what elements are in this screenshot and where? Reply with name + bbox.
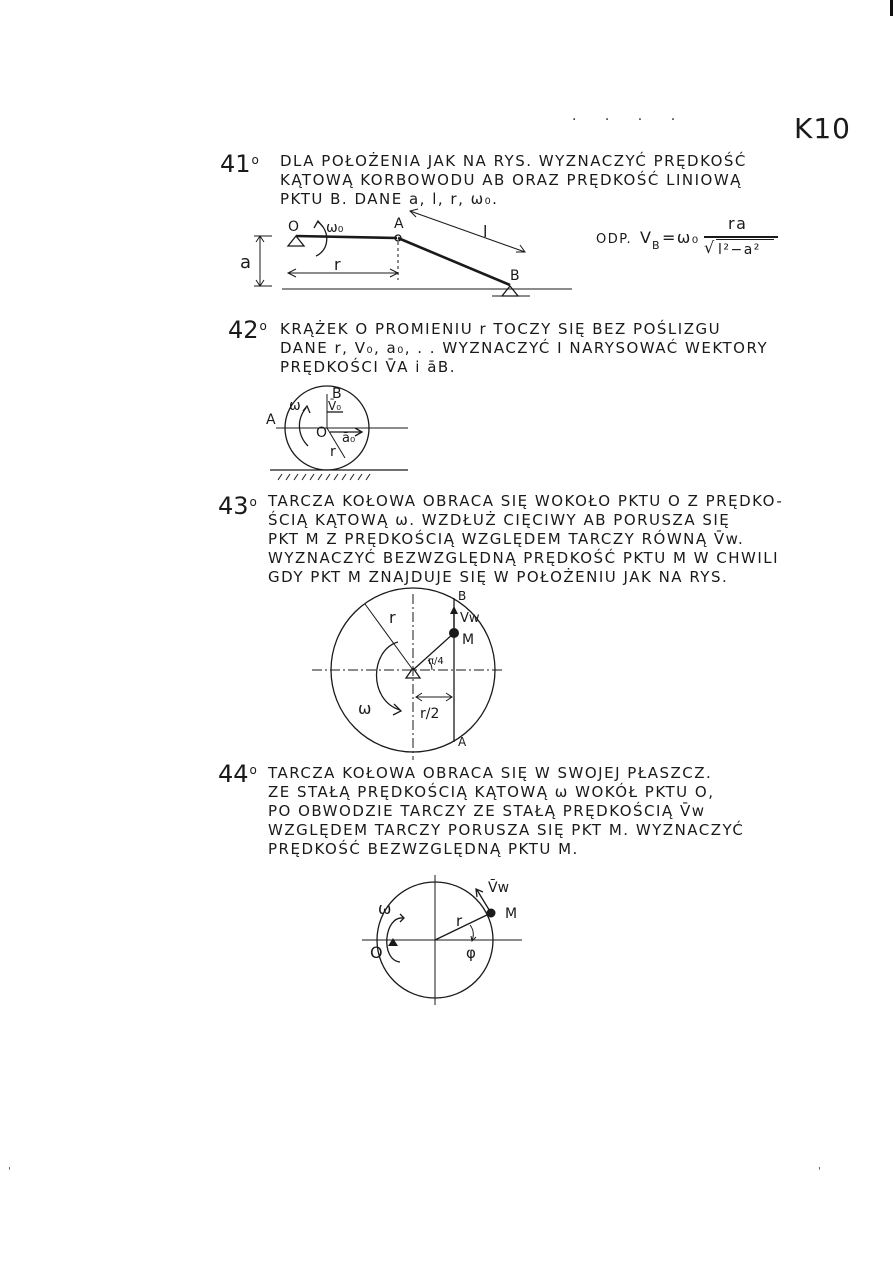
answer-eq: =ω₀	[662, 228, 700, 247]
label-r-42: r	[330, 444, 336, 460]
label-b-point: B	[510, 268, 520, 284]
problem-42-line-3: PRĘDKOŚCI V̄A i āB.	[280, 358, 456, 376]
problem-42-line-1: KRĄŻEK O PROMIENIU r TOCZY SIĘ BEZ POŚLIZGU	[280, 320, 722, 338]
answer-denominator: l²−a²	[718, 242, 761, 258]
problem-44-line-3: PO OBWODZIE TARCZY ZE STAŁĄ PRĘDKOŚCIĄ V̄w	[268, 802, 706, 820]
label-angle-43: π/4	[428, 656, 444, 667]
pivot-o-44	[388, 938, 398, 946]
label-a-43: A	[458, 735, 467, 749]
label-v0-42: V̄₀	[328, 399, 342, 413]
problem-41-line-2: KĄTOWĄ KORBOWODU AB ORAZ PRĘDKOŚĆ LINIOWĄ	[280, 171, 742, 189]
problem-43-line-4: WYZNACZYĆ BEZWZGLĘDNĄ PRĘDKOŚĆ PKTU M W CHWILI	[268, 549, 780, 567]
label-vw-44: V̄w	[488, 880, 510, 896]
label-omega-42: ω	[289, 398, 301, 414]
problem-42-number: 42$^o$	[228, 316, 267, 344]
label-o: O	[288, 219, 300, 235]
label-l: l	[483, 222, 488, 241]
label-phi-44: φ	[466, 944, 476, 962]
label-a-42: A	[266, 412, 276, 428]
answer-lhs: V	[640, 228, 653, 247]
label-omega: ω₀	[326, 220, 344, 236]
answer-root-sign: √	[704, 238, 716, 257]
label-m-43: M	[462, 632, 475, 648]
label-omega-44: ω	[378, 899, 392, 918]
label-r-dim: r	[334, 255, 341, 274]
problem-41-line-3: PKTU B. DANE a, l, r, ω₀.	[280, 190, 499, 208]
label-b-43: B	[458, 589, 467, 603]
bottom-mark-left: '	[8, 1166, 11, 1177]
problem-41-line-1: DLA POŁOŻENIA JAK NA RYS. WYZNACZYĆ PRĘDKOŚĆ	[280, 152, 747, 170]
problem-43-line-2: ŚCIĄ KĄTOWĄ ω. WZDŁUŻ CIĘCIWY AB PORUSZA SIĘ	[268, 511, 731, 529]
problem-43-line-1: TARCZA KOŁOWA OBRACA SIĘ WOKOŁO PKTU O Z PRĘDKO-	[268, 492, 784, 510]
answer-prefix: ODP.	[596, 232, 633, 247]
label-o-42: O	[316, 425, 328, 441]
label-b-42: B	[332, 386, 342, 402]
problem-44-line-1: TARCZA KOŁOWA OBRACA SIĘ W SWOJEJ PŁASZCZ.	[268, 764, 713, 782]
label-r-43: r	[389, 608, 396, 627]
problem-44-line-5: PRĘDKOŚĆ BEZWZGLĘDNĄ PKTU M.	[268, 840, 579, 858]
problem-42-line-2: DANE r, V₀, a₀, . . WYZNACZYĆ I NARYSOWAĆ WEKTORY	[280, 339, 769, 357]
problem-44-number: 44$^o$	[218, 760, 257, 788]
radius-om	[435, 913, 491, 940]
problem-43-number: 43$^o$	[218, 492, 257, 520]
label-r-half-43: r/2	[420, 706, 440, 722]
label-omega-43: ω	[358, 699, 372, 718]
label-a0-42: ā₀	[342, 431, 356, 446]
problem-43-line-5: GDY PKT M ZNAJDUJE SIĘ W POŁOŻENIU JAK NA RYS.	[268, 568, 729, 586]
label-a-dim: a	[240, 252, 252, 273]
problem-44-line-4: WZGLĘDEM TARCZY PORUSZA SIĘ PKT M. WYZNACZYĆ	[268, 821, 745, 839]
label-r-44: r	[456, 912, 463, 930]
label-a-point: A	[394, 216, 404, 232]
bottom-mark-right: '	[818, 1166, 821, 1177]
sheet-id: K10	[794, 112, 851, 145]
problem-43-line-3: PKT M Z PRĘDKOŚCIĄ WZGLĘDEM TARCZY RÓWNĄ V̄w.	[268, 530, 745, 548]
answer-lhs-sub: B	[652, 239, 662, 252]
answer-numerator: ra	[728, 214, 748, 233]
problem-44-line-2: ZE STAŁĄ PRĘDKOŚCIĄ KĄTOWĄ ω WOKÓŁ PKTU O,	[268, 783, 715, 801]
top-dots: · · · ·	[572, 112, 688, 128]
label-m-44: M	[505, 906, 518, 922]
label-vw-43: Vw	[460, 611, 480, 626]
label-o-44: O	[370, 943, 383, 962]
problem-41-number: 41$^o$	[220, 150, 259, 178]
